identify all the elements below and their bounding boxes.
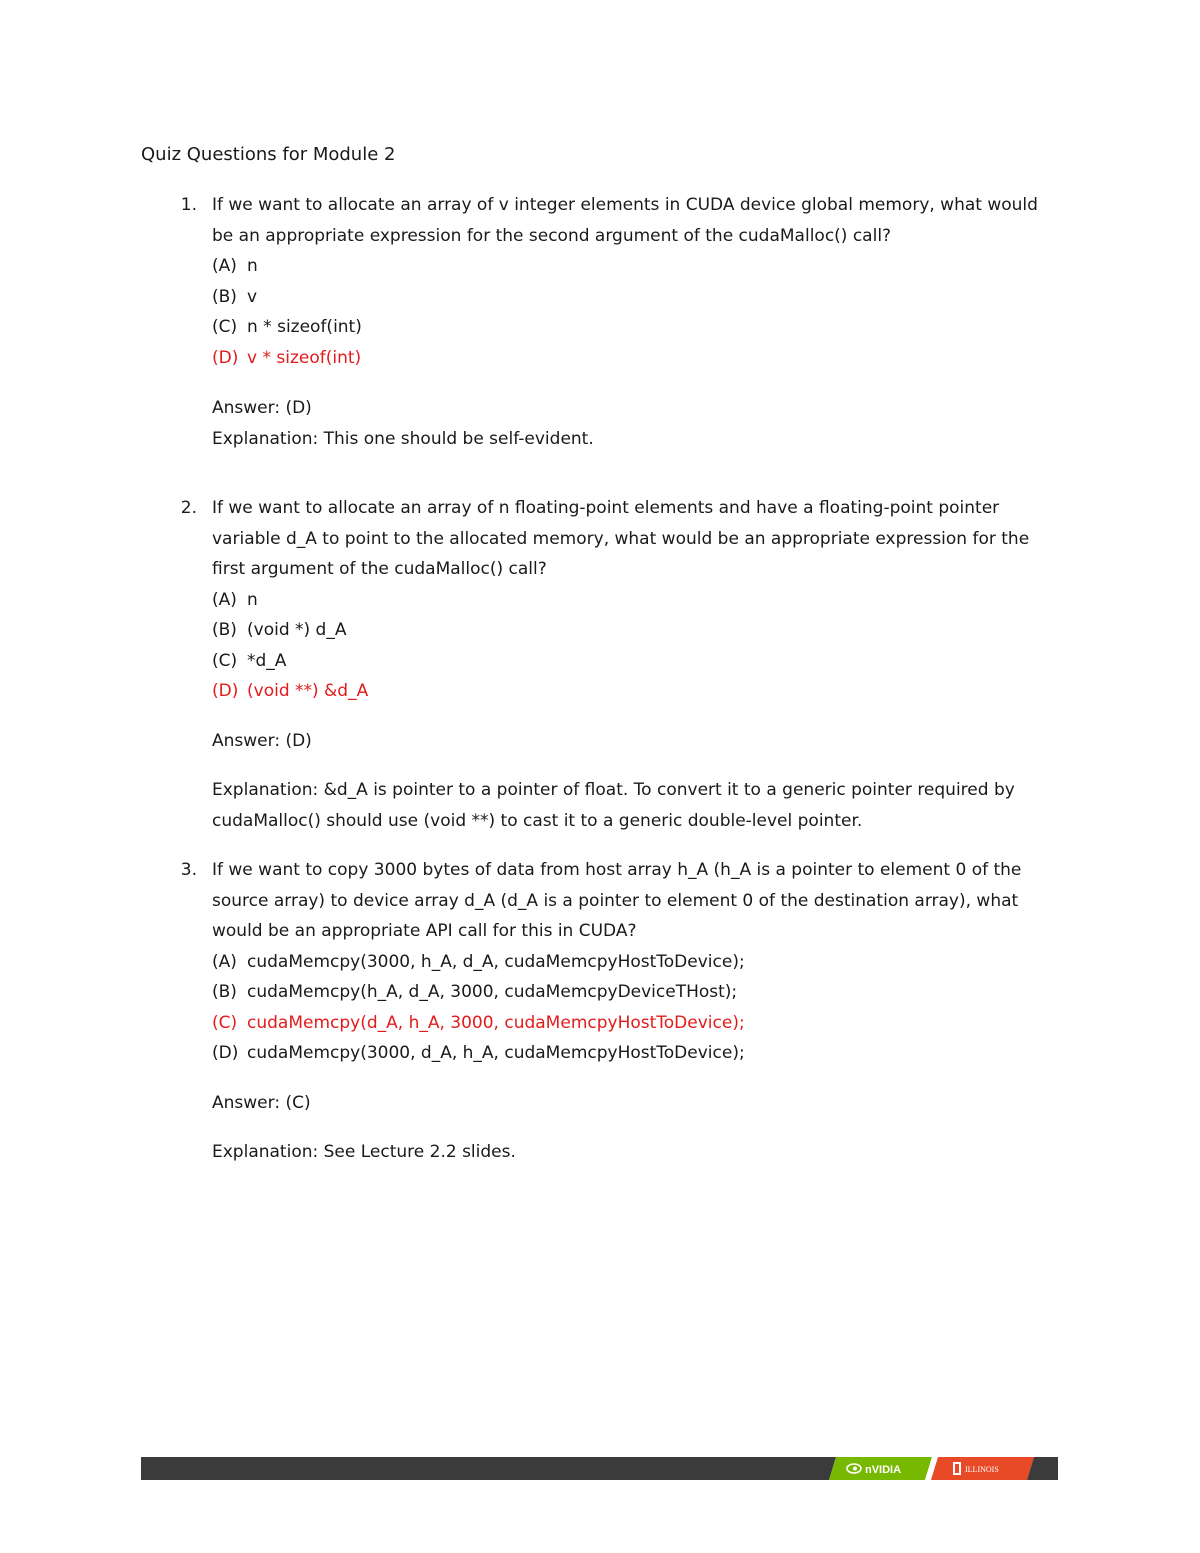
option-b: (B) cudaMemcpy(h_A, d_A, 3000, cudaMemcpyDeviceTHost); — [212, 982, 738, 1002]
explanation-line: Explanation: This one should be self-evident. — [212, 428, 594, 449]
question-2 — [141, 493, 1061, 836]
question-3 — [141, 855, 1061, 1168]
option-b: (B) v — [212, 286, 258, 307]
question-number: 2. — [180, 498, 197, 518]
question-text: If we want to allocate an array of n floating-point elements and have a floating-point pointer variable d_A to point to the allocated memory, what would be an appropriate expression for the first argument of the cudaMalloc() call? — [212, 498, 1030, 579]
option-c: (C) *d_A — [212, 650, 287, 671]
illinois-logo-text: ILLINOIS — [965, 1465, 999, 1474]
option-a: (A) n — [212, 589, 258, 610]
option-d: (D) cudaMemcpy(3000, d_A, h_A, cudaMemcpyHostToDevice); — [212, 1043, 745, 1063]
footer-dark-band — [141, 1457, 836, 1480]
answer-line: Answer: (D) — [212, 398, 312, 418]
option-c-correct: (C) cudaMemcpy(d_A, h_A, 3000, cudaMemcpyHostToDevice); — [212, 1012, 745, 1033]
option-c: (C) n * sizeof(int) — [212, 317, 362, 337]
nvidia-logo-text: nVIDIA — [865, 1464, 902, 1476]
explanation-line: Explanation: See Lecture 2.2 slides. — [212, 1142, 516, 1162]
answer-line: Answer: (D) — [212, 730, 312, 751]
question-1 — [141, 190, 1061, 454]
question-number: 3. — [180, 860, 197, 880]
footer-bar — [141, 1457, 1058, 1480]
question-text: If we want to copy 3000 bytes of data from host array h_A (h_A is a pointer to element 0 of the source array) to device array d_A (d_A is a pointer to element 0 of the destination array), what would be an appropriate API call for this in CUDA? — [212, 860, 1022, 941]
answer-line: Answer: (C) — [212, 1092, 311, 1113]
option-d-correct: (D) v * sizeof(int) — [212, 347, 362, 368]
question-text: If we want to allocate an array of v integer elements in CUDA device global memory, what would be an appropriate expression for the second argument of the cudaMalloc() call? — [212, 195, 1038, 246]
page-title: Quiz Questions for Module 2 — [141, 144, 396, 165]
option-a: (A) cudaMemcpy(3000, h_A, d_A, cudaMemcpyHostToDevice); — [212, 951, 745, 972]
explanation-line: Explanation: &d_A is pointer to a pointer of float. To convert it to a generic pointer required by cudaMalloc() should use (void **) to cast it to a generic double-level pointer. — [212, 780, 1015, 831]
footer-graphic — [141, 1457, 1058, 1480]
option-b: (B) (void *) d_A — [212, 620, 347, 640]
question-number: 1. — [180, 195, 197, 215]
option-a: (A) n — [212, 256, 258, 276]
option-d-correct: (D) (void **) &d_A — [212, 681, 369, 701]
